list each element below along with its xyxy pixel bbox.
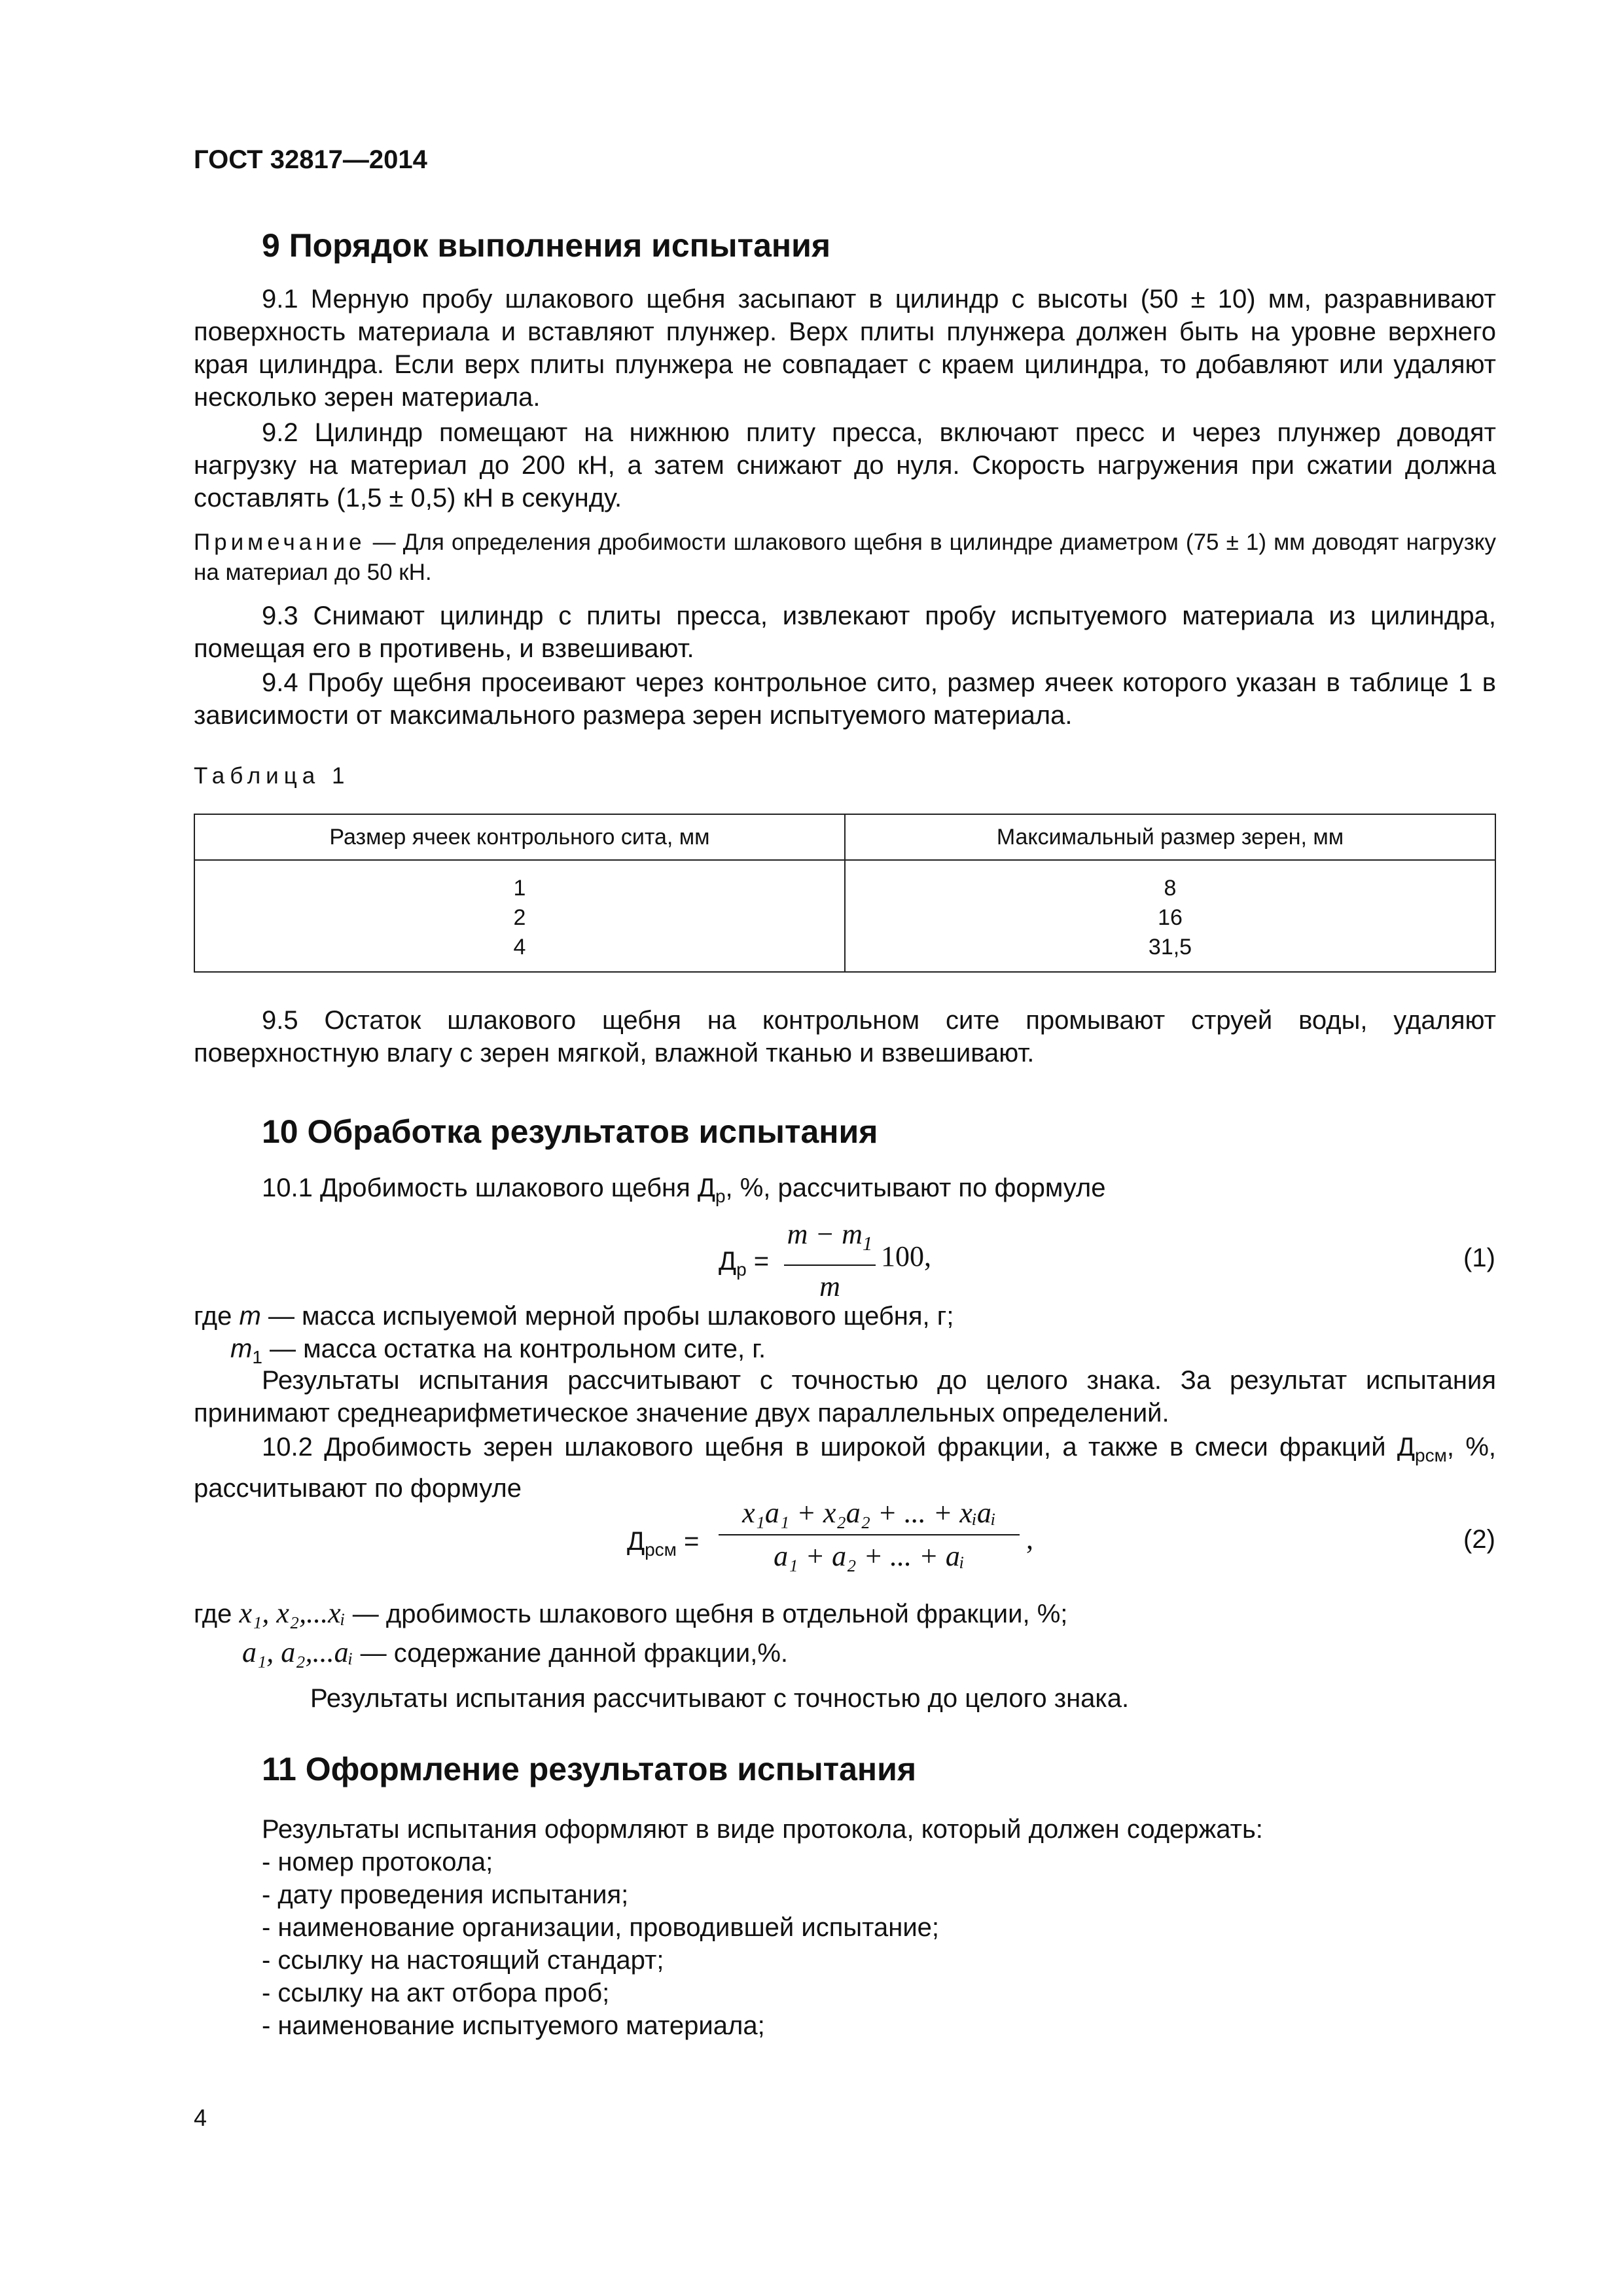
table-header-cell: Размер ячеек контрольного сита, мм xyxy=(194,814,845,860)
table-header-cell: Максимальный размер зерен, мм xyxy=(845,814,1495,860)
note-text: — Для определения дробимости шлакового щебня в цилиндре диаметром (75 ± 1) мм доводят нагрузку на материал до 50 кН. xyxy=(194,529,1496,585)
note xyxy=(194,528,1496,588)
f2-lhs-sub: рсм xyxy=(645,1539,677,1560)
table-1 xyxy=(194,814,1496,973)
f2-denominator: a₁ + a₂ + ... + aᵢ xyxy=(774,1540,965,1572)
paragraph-10-2-result: Результаты испытания рассчитывают с точностью до целого знака. xyxy=(310,1684,1130,1713)
f1-lhs: Д xyxy=(719,1247,737,1276)
where-vars: a₁, a₂,...aᵢ xyxy=(242,1636,353,1668)
paragraph-9-4: 9.4 Пробу щебня просеивают через контрольное сито, размер ячеек которого указан в таблице 1 в зависимости от максимального размера зерен испытуемого материала. xyxy=(194,668,1496,730)
table-cell xyxy=(845,860,1495,972)
list-item: - наименование испытуемого материала; xyxy=(262,2011,765,2040)
p10-1-text: 10.1 Дробимость шлакового щебня Д xyxy=(262,1174,715,1202)
where-text: — масса остатка на контрольном сите, г. xyxy=(262,1335,766,1363)
table-cell xyxy=(194,860,845,972)
where-sub: 1 xyxy=(252,1347,262,1367)
paragraph-10-1 xyxy=(262,1172,1106,1213)
formula-1-number: (1) xyxy=(1463,1244,1495,1272)
where-text: — масса испыуемой мерной пробы шлакового щебня, г; xyxy=(260,1302,954,1331)
formula-1-fraction xyxy=(784,1216,876,1305)
paragraph-10-1-result: Результаты испытания рассчитывают с точностью до целого знака. За результат испытания принимают среднеарифметическое значение двух параллельных определений. xyxy=(194,1366,1496,1427)
where-4 xyxy=(242,1636,788,1670)
formula-1-tail: 100, xyxy=(881,1240,931,1272)
formula-2-tail: , xyxy=(1026,1523,1033,1555)
formula-1-lhs xyxy=(719,1245,769,1286)
where-lead: где xyxy=(194,1302,240,1331)
where-var: m xyxy=(239,1302,261,1331)
where-text: — дробимость шлакового щебня в отдельной фракции, %; xyxy=(345,1600,1068,1628)
cell-value: 16 xyxy=(1158,905,1183,930)
where-var: m xyxy=(230,1335,253,1363)
f2-lhs: Д xyxy=(627,1527,645,1556)
list-item: - дату проведения испытания; xyxy=(262,1880,629,1909)
table-caption: Таблица 1 xyxy=(194,763,350,789)
paragraph-9-2: 9.2 Цилиндр помещают на нижнюю плиту пресса, включают пресс и через плунжер доводят нагрузку на материал до 200 кН, а затем снижают до нуля. Скорость нагружения при сжатии должна составлять (1,5 ± 0,5) кН в секунду. xyxy=(194,418,1496,512)
paragraph-9-3: 9.3 Снимают цилиндр с плиты пресса, извлекают пробу испытуемого материала из цилиндра, помещая его в противень, и взвешивают. xyxy=(194,601,1496,663)
f1-num-text: m − m xyxy=(787,1218,863,1250)
fraction-bar xyxy=(784,1265,876,1266)
cell-value: 4 xyxy=(513,935,526,960)
section-11-title: 11 Оформление результатов испытания xyxy=(262,1751,917,1787)
p10-2-sub: рсм xyxy=(1415,1445,1447,1465)
formula-2-number: (2) xyxy=(1463,1525,1495,1554)
paragraph-9-1: 9.1 Мерную пробу шлакового щебня засыпают в цилиндр с высоты (50 ± 10) мм, разравнивают поверхность материала и вставляют плунжер. Верх плиты плунжера должен быть на уровне верхнего края цилиндра. Если верх плиты плунжера не совпадает с краем цилиндра, то добавляют или удаляют несколько зерен материала. xyxy=(194,285,1496,412)
paragraph-10-2 xyxy=(194,1431,1496,1505)
cell-value: 8 xyxy=(1164,876,1177,901)
f1-numerator xyxy=(784,1216,876,1262)
f1-num-sub: 1 xyxy=(862,1232,873,1255)
list-item: - номер протокола; xyxy=(262,1848,493,1876)
where-1 xyxy=(194,1300,954,1333)
f2-eq: = xyxy=(676,1527,700,1556)
section-9-title: 9 Порядок выполнения испытания xyxy=(262,227,830,264)
p10-2-tail: , %, рассчитывают по формуле xyxy=(194,1433,1497,1503)
cell-value: 1 xyxy=(513,876,526,901)
formula-2-fraction xyxy=(719,1495,1020,1575)
note-label: Примечание xyxy=(194,529,366,555)
table-row xyxy=(194,860,1495,972)
f1-eq: = xyxy=(746,1247,770,1276)
list-item: - ссылку на акт отбора проб; xyxy=(262,1979,610,2007)
cell-value: 31,5 xyxy=(1148,935,1192,960)
cell-value: 2 xyxy=(513,905,526,930)
formula-2-lhs xyxy=(627,1525,699,1566)
p10-2-text: 10.2 Дробимость зерен шлакового щебня в широкой фракции, а также в смеси фракций Д xyxy=(262,1433,1416,1462)
paragraph-9-5: 9.5 Остаток шлакового щебня на контрольном сите промывают струей воды, удаляют поверхностную влагу с зерен мягкой, влажной тканью и взвешивают. xyxy=(194,1006,1496,1067)
f1-lhs-sub: р xyxy=(736,1259,747,1280)
where-text: — содержание данной фракции,%. xyxy=(353,1639,788,1668)
section-10-title: 10 Обработка результатов испытания xyxy=(262,1113,878,1150)
document-header: ГОСТ 32817—2014 xyxy=(194,145,427,174)
fraction-bar xyxy=(719,1534,1020,1535)
where-lead: где xyxy=(194,1600,232,1628)
section-11-intro: Результаты испытания оформляют в виде протокола, который должен содержать: xyxy=(262,1815,1263,1844)
p10-1-sub: р xyxy=(715,1186,726,1206)
where-3 xyxy=(194,1597,1067,1630)
f1-denominator: m xyxy=(819,1270,840,1302)
p10-1-tail: , %, рассчитывают по формуле xyxy=(725,1174,1106,1202)
list-item: - ссылку на настоящий стандарт; xyxy=(262,1946,664,1975)
list-item: - наименование организации, проводившей испытание; xyxy=(262,1913,940,1942)
f2-numerator: x₁a₁ + x₂a₂ + ... + xᵢaᵢ xyxy=(742,1497,996,1529)
where-vars: x₁, x₂,...xᵢ xyxy=(239,1597,346,1629)
page-number: 4 xyxy=(194,2104,207,2131)
table-header-row xyxy=(194,814,1495,860)
